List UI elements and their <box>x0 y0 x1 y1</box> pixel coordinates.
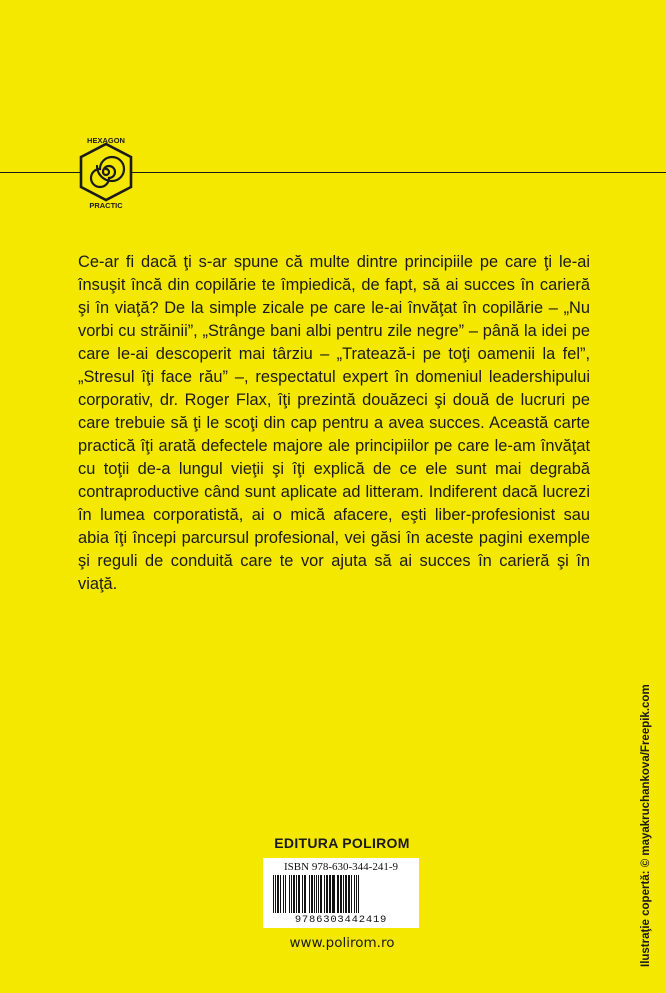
barcode-bar <box>289 875 290 913</box>
barcode-bar <box>318 875 319 913</box>
barcode-bar <box>354 875 355 913</box>
logo-top-text: HEXAGON <box>87 136 125 145</box>
barcode-bar <box>316 875 317 913</box>
barcode-bar <box>337 875 339 913</box>
hexagon-practic-logo <box>73 135 139 211</box>
cover-illustration-credit: Ilustraţie copertă: © mayakruchankova/Freepik.com <box>640 684 652 967</box>
barcode-bar <box>280 875 281 913</box>
logo-bottom-text: PRACTIC <box>89 201 123 210</box>
barcode-bar <box>329 875 331 913</box>
barcode-bar <box>285 875 286 913</box>
barcode-bar <box>326 875 328 913</box>
publisher-website[interactable]: www.polirom.ro <box>289 935 395 951</box>
barcode-bar <box>320 875 322 913</box>
barcode-bar <box>293 875 295 913</box>
barcode-bar <box>348 875 350 913</box>
barcode-bar <box>340 875 342 913</box>
barcode-bar <box>314 875 315 913</box>
barcode-icon <box>269 875 413 913</box>
barcode-bar <box>273 875 274 913</box>
barcode-bar <box>351 875 352 913</box>
barcode-bar <box>275 875 276 913</box>
barcode-bar <box>309 875 310 913</box>
isbn-number: ISBN 978-630-344-241-9 <box>284 861 398 873</box>
barcode-bar <box>296 875 297 913</box>
publisher-name: EDITURA POLIROM <box>274 835 410 851</box>
barcode-bar <box>291 875 292 913</box>
barcode-bar <box>302 875 303 913</box>
barcode-bar <box>345 875 347 913</box>
barcode-bar <box>356 875 357 913</box>
barcode-bar <box>277 875 279 913</box>
spiral-hexagon-icon <box>73 135 139 211</box>
barcode-bar <box>324 875 325 913</box>
ean-digits: 9786303442419 <box>294 914 388 926</box>
barcode-bar <box>332 875 335 913</box>
barcode-bar <box>311 875 313 913</box>
barcode-bar <box>304 875 306 913</box>
barcode-bar <box>343 875 344 913</box>
barcode-bar <box>358 875 359 913</box>
isbn-barcode <box>263 858 419 928</box>
barcode-bar <box>298 875 300 913</box>
blurb-text: Ce-ar fi dacă ţi s-ar spune că multe dintre principiile pe care ţi le-ai însuşit încă din copilărie te împiedică, de fapt, să ai succes în carieră şi în viaţă? De la simple zicale pe care le-ai învăţat în copilărie – „Nu vorbi cu străinii”, „Strânge bani albi pentru zile negre” – până la idei pe care le-ai descoperit mai târziu – „Tratează-i pe toţi oamenii la fel”, „Stresul îţi face rău” –, respectatul expert în domeniul leadershipului corporativ, dr. Roger Flax, îţi prezintă douăzeci şi două de lucruri pe care trebuie să ţi le scoţi din cap pentru a avea succes. Această carte practică îţi arată defectele majore ale principiilor pe care le-am învăţat cu toţii de-a lungul vieţii şi îţi explică de ce ele sunt mai degrabă contraproductive când sunt aplicate ad litteram. Indiferent dacă lucrezi în lumea corporatistă, ai o mică afacere, eşti liber-profesionist sau abia îţi începi parcursul profesional, vei găsi în aceste pagini exemple şi reguli de conduită care te vor ajuta să ai succes în carieră şi în viaţă. <box>78 253 590 593</box>
barcode-bar <box>283 875 284 913</box>
